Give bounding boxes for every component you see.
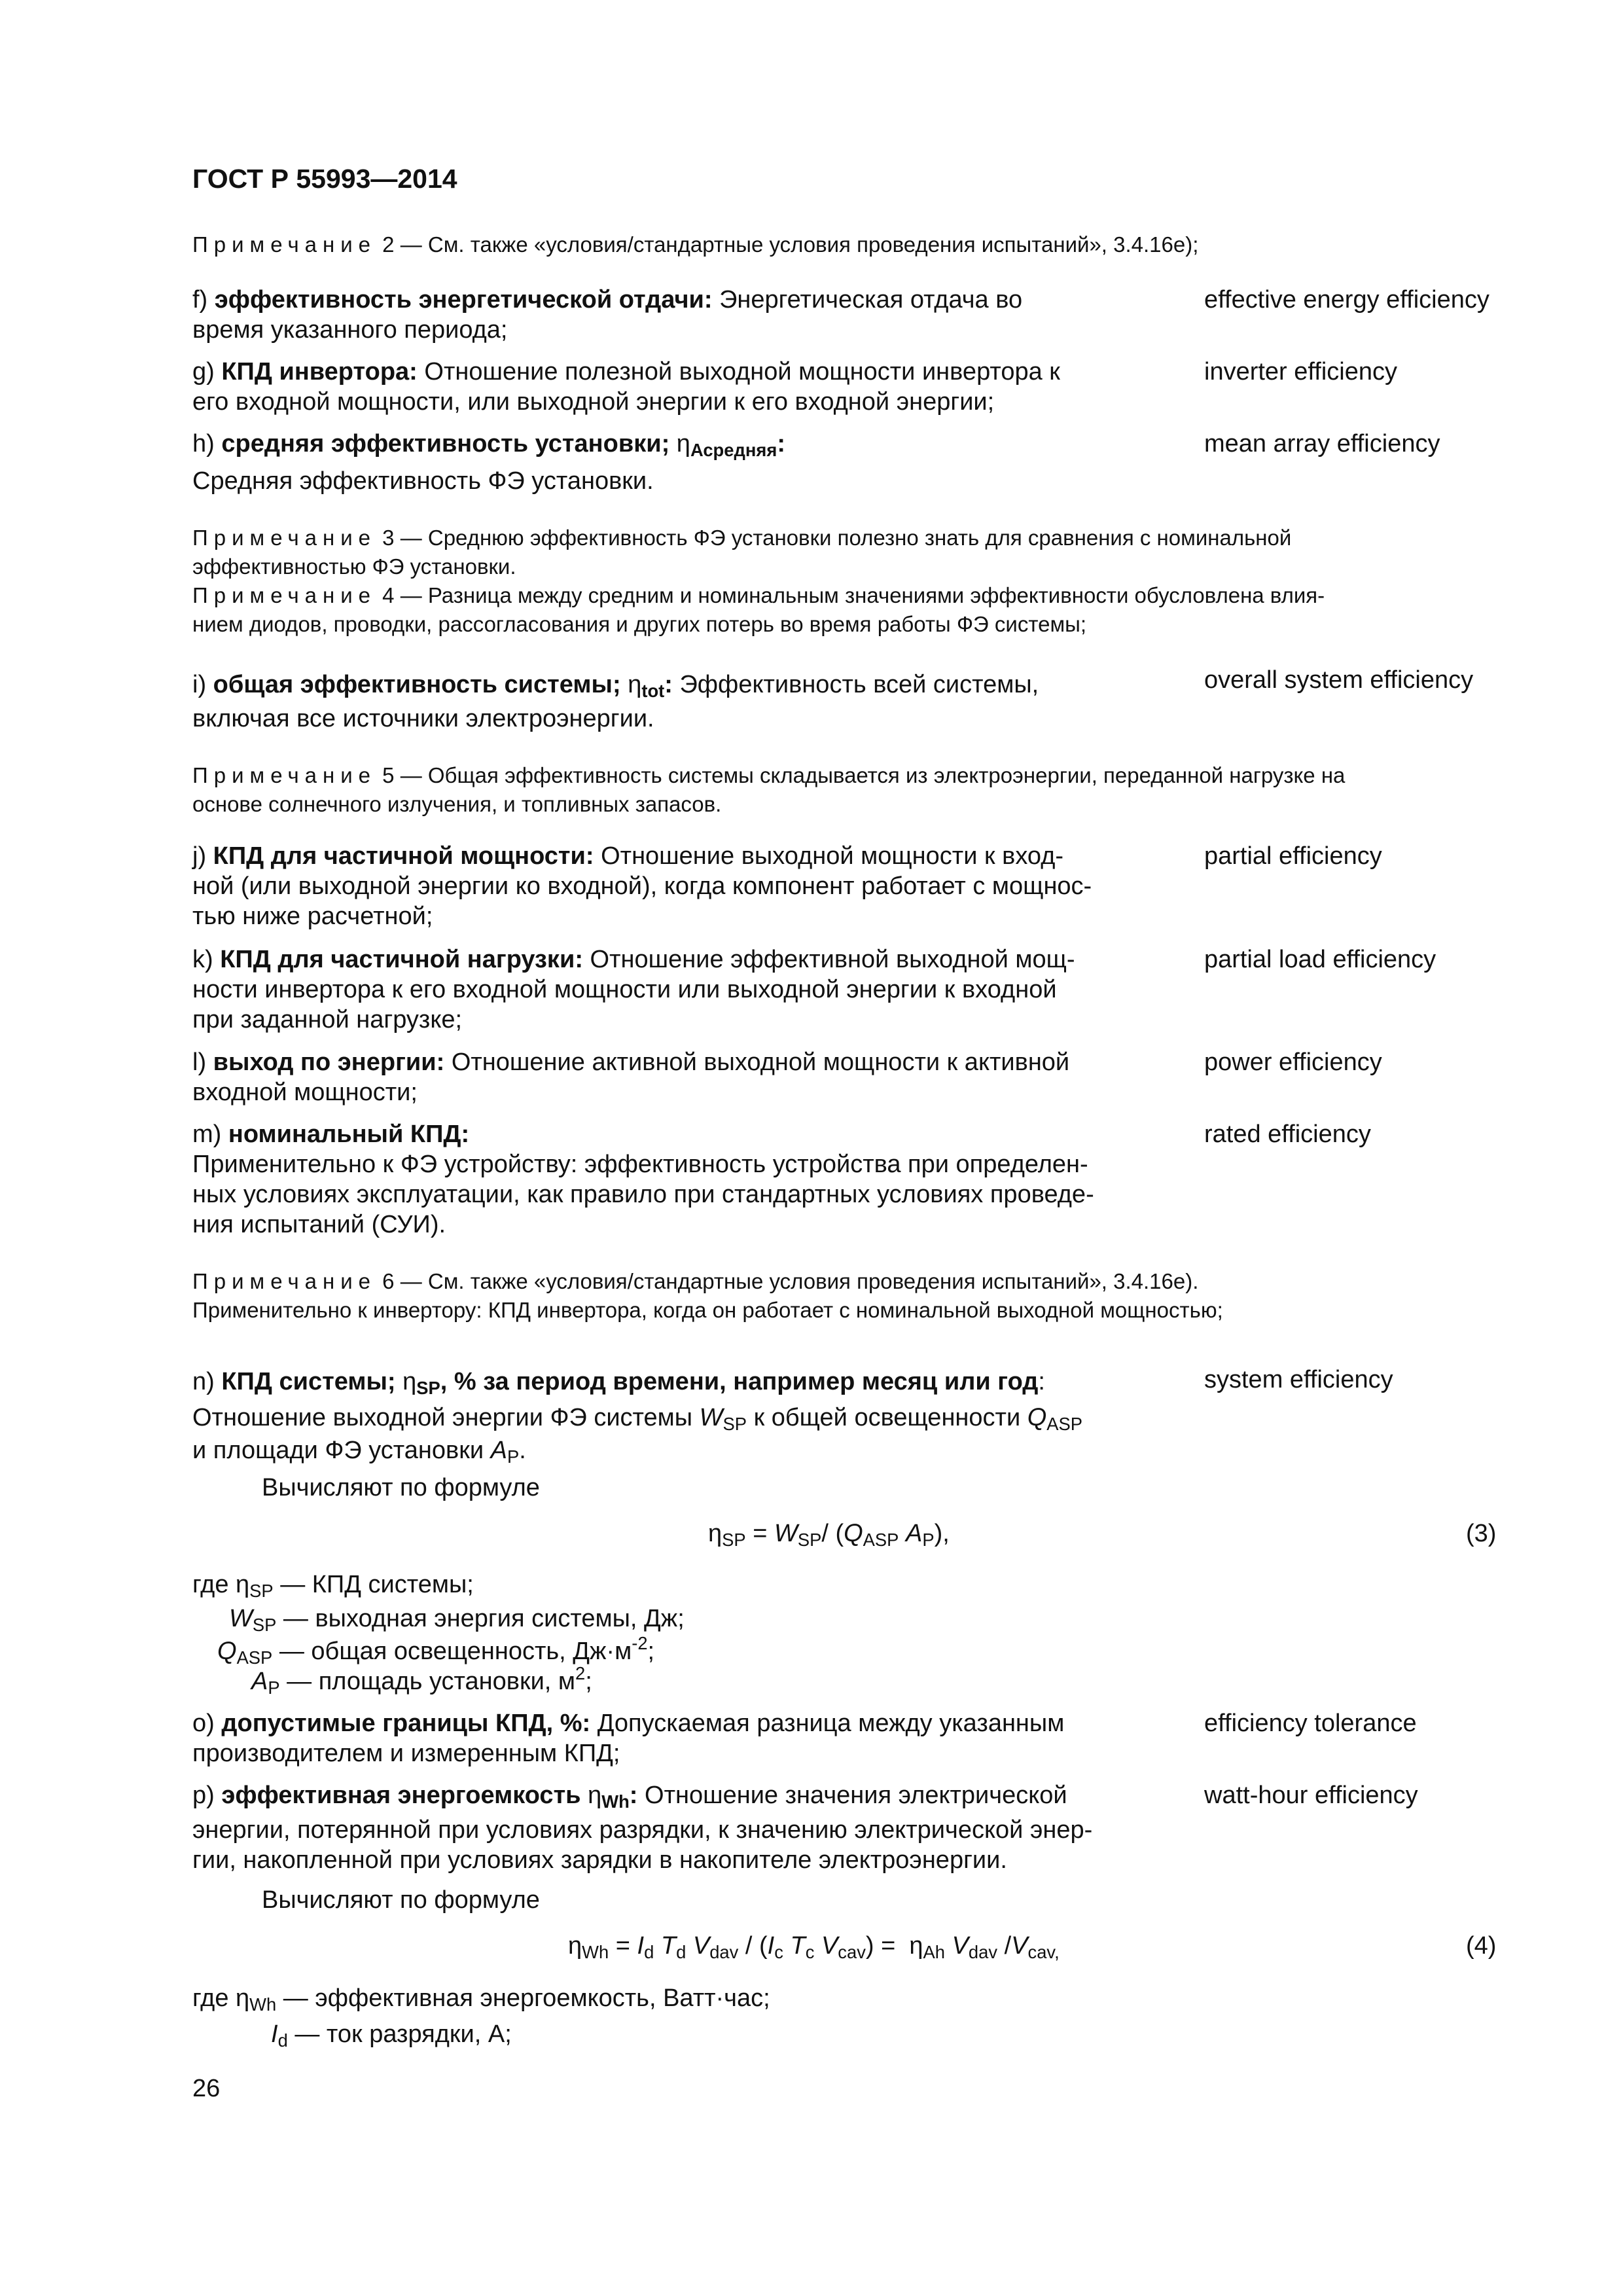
symbol-A: A [490, 1437, 507, 1464]
where-label: где [192, 1984, 236, 2012]
item-text: Отношение полезной выходной мощности инвертора к [417, 358, 1060, 386]
item-f-english-term: effective energy efficiency [1204, 286, 1489, 314]
item-o-line1 [192, 1708, 1064, 1738]
definition-text: — эффективная энергоемкость, Ватт·час; [276, 1984, 770, 2012]
item-i-line2: включая все источники электроэнергии. [192, 705, 654, 732]
where-a-p: $A_P$ — площадь установки, $м^2$; [251, 1662, 592, 1698]
formula-4: $\eta_{Wh} = I_d$ $T_d$ $V_{dav} / (I_c$ $T_c$ $V_{cav}) = \eta_{Ah}$ $V_{dav}$ $/V_{cav,}$ [568, 1932, 1060, 1962]
item-term: КПД системы; [221, 1368, 403, 1395]
definition-text: — выходная энергия системы, Дж; [276, 1605, 685, 1632]
item-o-line2: производителем и измеренным КПД; [192, 1740, 620, 1767]
item-term: допустимые границы КПД, %: [221, 1710, 591, 1737]
item-h-line1 [192, 429, 785, 459]
item-term-rest: , % за период времени, например месяц или год [440, 1368, 1039, 1395]
eta-subscript: Wh [601, 1791, 630, 1812]
note-text: 3 — Среднюю эффективность ФЭ установки полезно знать для сравнения с номинальной [376, 526, 1292, 550]
note-label: Примечание [192, 763, 377, 787]
item-i-line1 [192, 670, 1039, 700]
note-3-line2: эффективностью ФЭ установки. [192, 554, 516, 579]
item-marker: g) [192, 358, 215, 386]
symbol-Q: Q [1027, 1404, 1047, 1431]
symbol-Q-subscript: ASP [1046, 1413, 1083, 1434]
formula-intro-2: Вычисляют по формуле [262, 1886, 540, 1914]
note-label: Примечание [192, 526, 377, 550]
item-l-line2: входной мощности; [192, 1079, 418, 1106]
item-n-line2 [192, 1403, 1082, 1433]
note-6 [192, 1267, 1198, 1295]
eta-subscript: SP [416, 1377, 440, 1398]
item-g-line2: его входной мощности, или выходной энергии к его входной энергии; [192, 388, 995, 416]
note-text: 4 — Разница между средним и номинальным значениями эффективности обусловлена влия- [376, 583, 1325, 607]
item-k-line1 [192, 944, 1075, 975]
symbol-W-subscript: SP [722, 1413, 747, 1434]
item-i-english-term: overall system efficiency [1204, 666, 1474, 694]
item-term: общая эффективность системы; [213, 671, 628, 698]
item-l-english-term: power efficiency [1204, 1049, 1382, 1076]
item-h-english-term: mean array efficiency [1204, 430, 1440, 457]
item-term: КПД для частичной мощности: [213, 842, 594, 870]
item-marker: h) [192, 430, 215, 457]
item-n-line1 [192, 1367, 1045, 1397]
item-text: Отношение выходной энергии ФЭ системы [192, 1404, 700, 1431]
item-term: номинальный КПД: [228, 1121, 470, 1148]
item-marker: n) [192, 1368, 215, 1395]
item-text: Отношение эффективной выходной мощ- [582, 946, 1075, 973]
where-w-sp: $W_{SP}$ — выходная энергия системы, Дж; [229, 1605, 685, 1635]
item-text: Энергетическая отдача во [712, 286, 1023, 314]
item-term: эффективность энергетической отдачи: [214, 286, 713, 314]
item-m-english-term: rated efficiency [1204, 1121, 1371, 1148]
item-colon: : [1038, 1368, 1045, 1395]
formula-3: $\eta_{SP} = W_{SP}/$ ($Q_{ASP}$ $A_P$), [708, 1520, 950, 1550]
item-term: выход по энергии: [213, 1049, 445, 1076]
item-marker: k) [192, 946, 213, 973]
definition-end: ; [585, 1668, 592, 1695]
item-text: Эффективность всей системы, [672, 671, 1039, 698]
definition-text: — ток разрядки, А; [287, 2020, 512, 2048]
item-text: Отношение выходной мощности к вход- [594, 842, 1064, 870]
note-5-line2: основе солнечного излучения, и топливных запасов. [192, 792, 722, 816]
item-f-line2: время указанного периода; [192, 316, 508, 344]
item-j-line1 [192, 841, 1063, 871]
item-p-line1 [192, 1780, 1067, 1810]
item-m-line1 [192, 1119, 469, 1149]
note-label: Примечание [192, 1269, 377, 1293]
item-text: и площади ФЭ установки [192, 1437, 491, 1464]
item-f-line1 [192, 285, 1022, 315]
symbol-A-subscript: P [507, 1446, 520, 1467]
note-label: Примечание [192, 232, 377, 257]
eta-symbol: η [588, 1782, 602, 1809]
item-marker: l) [192, 1049, 207, 1076]
item-p-line3: гии, накопленной при условиях зарядки в накопителе электроэнергии. [192, 1846, 1007, 1874]
item-m-line2: Применительно к ФЭ устройству: эффективность устройства при определен- [192, 1151, 1088, 1178]
item-marker: m) [192, 1121, 222, 1148]
item-text: Отношение активной выходной мощности к активной [444, 1049, 1070, 1076]
exponent: -2 [632, 1632, 648, 1653]
eta-subscript: tot [641, 680, 665, 701]
item-marker: j) [192, 842, 207, 870]
item-m-line3: ных условиях эксплуатации, как правило при стандартных условиях проведе- [192, 1181, 1094, 1208]
item-colon: : [664, 671, 673, 698]
item-text: к общей освещенности [747, 1404, 1027, 1431]
item-term: эффективная энергоемкость [221, 1782, 588, 1809]
note-5 [192, 761, 1345, 789]
item-term: КПД инвертора: [221, 358, 418, 386]
page-number: 26 [192, 2075, 221, 2102]
item-k-english-term: partial load efficiency [1204, 946, 1436, 973]
note-2 [192, 230, 1198, 259]
formula-intro: Вычисляют по формуле [262, 1474, 540, 1501]
note-4-line2: нием диодов, проводки, рассогласования и других потерь во время работы ФЭ системы; [192, 612, 1087, 636]
definition-end: ; [647, 1638, 655, 1665]
item-text: Отношение значения электрической [637, 1782, 1067, 1809]
note-text: 6 — См. также «условия/стандартные условия проведения испытаний», 3.4.16е). [376, 1269, 1199, 1293]
where-eta-wh: где $\eta_{Wh}$ — эффективная энергоемкость, Ватт·час; [192, 1984, 770, 2015]
item-m-line4: ния испытаний (СУИ). [192, 1211, 446, 1238]
item-k-line2: ности инвертора к его входной мощности или выходной энергии к входной [192, 976, 1057, 1003]
note-4 [192, 581, 1325, 609]
item-text: . [519, 1437, 526, 1464]
item-g-line1 [192, 357, 1060, 387]
note-6-line2: Применительно к инвертору: КПД инвертора, когда он работает с номинальной выходной мощностью; [192, 1298, 1223, 1322]
item-o-english-term: efficiency tolerance [1204, 1710, 1417, 1737]
item-colon: : [777, 430, 785, 457]
item-marker: o) [192, 1710, 215, 1737]
where-eta-sp: где $\eta_{SP}$ — КПД системы; [192, 1571, 474, 1601]
item-p-line2: энергии, потерянной при условиях разрядки, к значению электрической энер- [192, 1816, 1093, 1844]
note-3 [192, 524, 1291, 552]
item-colon: : [629, 1782, 638, 1809]
exponent: 2 [575, 1662, 586, 1683]
definition-text: — площадь установки, м [279, 1668, 576, 1695]
symbol-W: W [699, 1404, 723, 1431]
item-l-line1 [192, 1047, 1069, 1077]
item-marker: f) [192, 286, 208, 314]
eta-symbol: η [628, 671, 642, 698]
item-n-line3 [192, 1435, 526, 1465]
item-k-line3: при заданной нагрузке; [192, 1006, 463, 1033]
document-code: ГОСТ Р 55993—2014 [192, 164, 457, 194]
item-j-line2: ной (или выходной энергии ко входной), когда компонент работает с мощнос- [192, 872, 1092, 900]
item-term: средняя эффективность установки; [221, 430, 677, 457]
definition-text: — КПД системы; [273, 1571, 474, 1598]
note-label: Примечание [192, 583, 377, 607]
eta-symbol: η [676, 430, 690, 457]
item-j-line3: тью ниже расчетной; [192, 903, 433, 930]
where-q-asp: $Q_{ASP}$ — общая освещенность, $Дж\cdot м^{-2}$; [217, 1632, 655, 1668]
item-g-english-term: inverter efficiency [1204, 358, 1397, 386]
item-n-english-term: system efficiency [1204, 1366, 1393, 1393]
item-p-english-term: watt-hour efficiency [1204, 1782, 1418, 1809]
item-text: Допускаемая разница между указанным [590, 1710, 1065, 1737]
formula-3-number: (3) [1466, 1520, 1497, 1547]
eta-subscript: Асредняя [690, 439, 777, 460]
where-i-d: $I_d$ — ток разрядки, А; [271, 2020, 512, 2051]
note-text: 5 — Общая эффективность системы складывается из электроэнергии, переданной нагрузке на [376, 763, 1346, 787]
item-marker: p) [192, 1782, 215, 1809]
item-term: КПД для частичной нагрузки: [220, 946, 583, 973]
item-marker: i) [192, 671, 207, 698]
where-label: где [192, 1571, 236, 1598]
note-text: 2 — См. также «условия/стандартные условия проведения испытаний», 3.4.16е); [376, 232, 1199, 257]
eta-symbol: η [402, 1368, 417, 1395]
definition-text: — общая освещенность, Дж·м [272, 1638, 632, 1665]
item-h-line2: Средняя эффективность ФЭ установки. [192, 467, 654, 495]
formula-4-number: (4) [1466, 1932, 1497, 1960]
item-j-english-term: partial efficiency [1204, 842, 1382, 870]
